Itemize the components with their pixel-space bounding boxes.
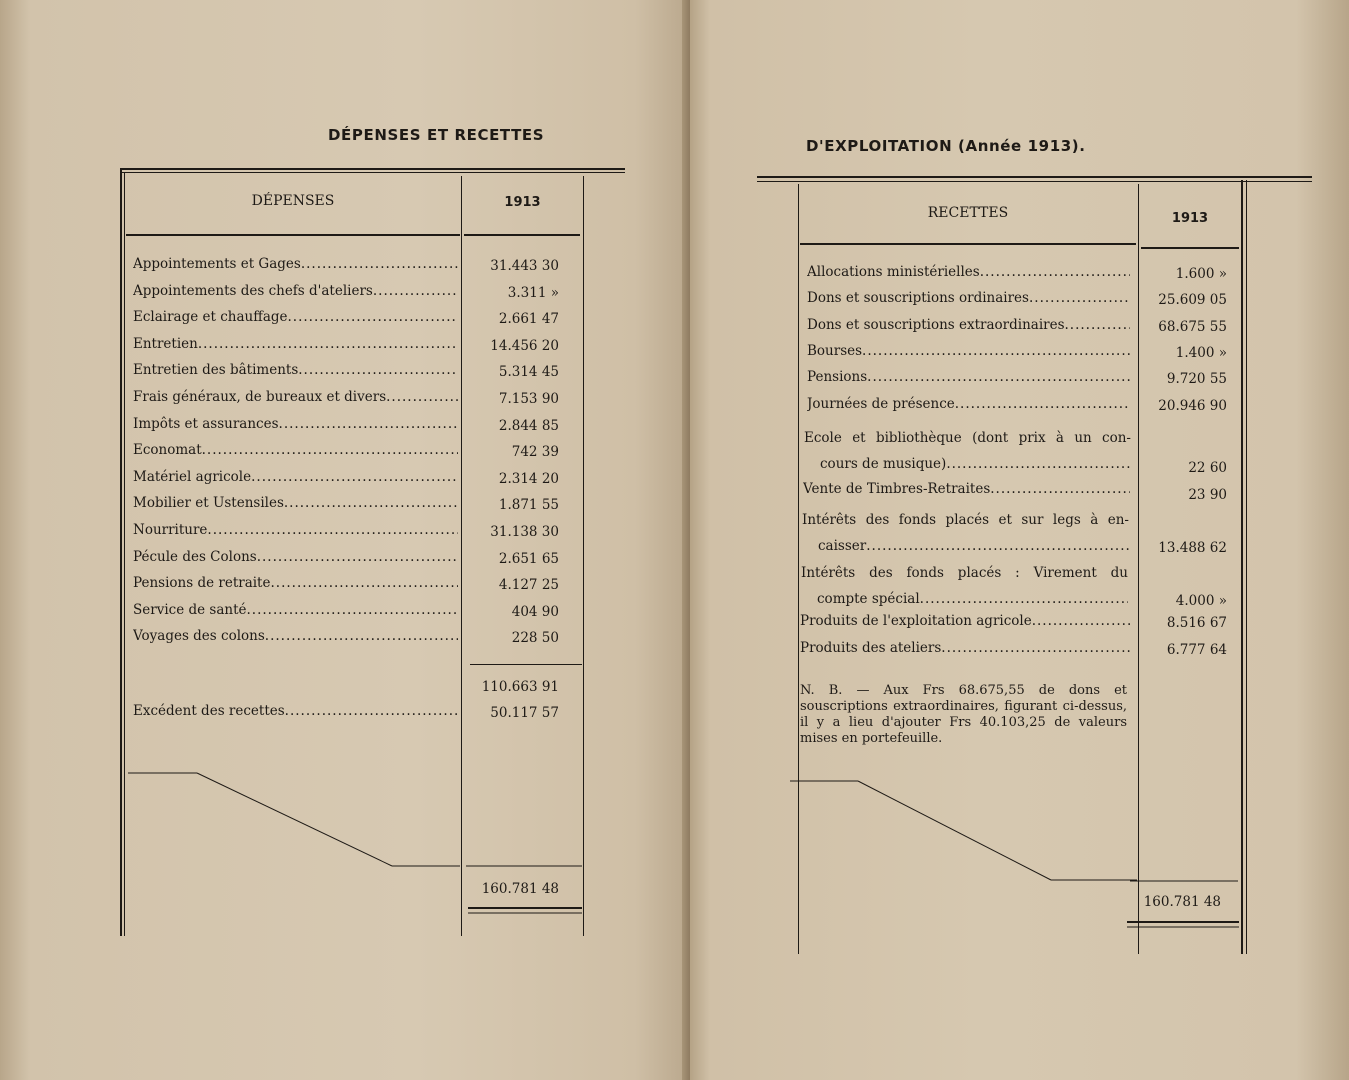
left-heading: DÉPENSES ET RECETTES	[328, 126, 545, 144]
receipt-amount: 1.400 »	[1175, 344, 1227, 361]
receipt-row	[807, 317, 1130, 337]
interets1-label	[802, 507, 1129, 559]
expense-amount: 228 50	[511, 630, 559, 647]
left-header-rule-amount	[464, 234, 580, 236]
expense-amount: 404 90	[511, 603, 559, 620]
left-right-rule	[583, 176, 584, 936]
receipt-amount: 6.777 64	[1166, 641, 1227, 658]
surplus-label: Excédent des recettes	[133, 703, 285, 719]
ecole-line2-row	[804, 451, 1131, 477]
interets1-line2: caisser	[818, 538, 867, 554]
right-top-rule	[757, 176, 1312, 178]
expense-label: Economat	[133, 442, 202, 459]
left-outer-rule	[120, 168, 122, 936]
receipt-row	[807, 369, 1130, 389]
expense-label: Mobilier et Ustensiles	[133, 495, 284, 512]
nb-note: N. B. — Aux Frs 68.675,55 de dons et souscriptions extraordinaires, figurant ci-dessus, il y a lieu d'ajouter Frs 40.103,25 de valeurs mises en portefeuille.	[800, 683, 1127, 746]
receipt-label: Allocations ministérielles	[807, 264, 980, 280]
receipt-row	[800, 613, 1130, 633]
interets2-line2: compte spécial	[817, 591, 920, 607]
receipt-row	[800, 640, 1130, 660]
receipt-amount: 20.946 90	[1158, 397, 1227, 414]
expense-row	[133, 575, 458, 595]
left-year-header: 1913	[504, 195, 541, 210]
expense-amount: 1.871 55	[498, 497, 559, 514]
right-header-rule-amount	[1141, 247, 1239, 249]
expense-row	[133, 416, 458, 436]
interets2-label	[801, 560, 1128, 612]
interets2-amount: 4.000 »	[1175, 593, 1227, 609]
receipt-label: Dons et souscriptions ordinaires	[807, 290, 1029, 307]
expenses-subtotal: 110.663 91	[481, 679, 559, 695]
expense-amount: 14.456 20	[490, 337, 559, 354]
right-left-rule	[798, 184, 799, 954]
expense-amount: 31.138 30	[490, 524, 559, 540]
receipt-label: Journées de présence	[807, 395, 955, 412]
expense-label: Appointements des chefs d'ateliers	[133, 282, 373, 299]
timbres-row	[803, 481, 1130, 501]
expense-row	[133, 309, 458, 329]
left-header-rule	[126, 234, 460, 236]
right-heading: D'EXPLOITATION (Année 1913).	[806, 137, 1086, 155]
receipt-amount: 9.720 55	[1166, 371, 1227, 388]
expense-label: Matériel agricole	[133, 468, 252, 485]
expense-label: Pensions de retraite	[133, 575, 271, 592]
expense-amount: 7.153 90	[498, 391, 559, 407]
left-top-rule	[120, 168, 625, 170]
expense-row	[133, 628, 458, 648]
right-outer-rule	[1241, 180, 1243, 954]
expense-amount: 4.127 25	[498, 577, 559, 594]
surplus-row	[133, 703, 458, 723]
expense-amount: 742 39	[511, 444, 559, 461]
right-page	[690, 0, 1349, 1080]
receipt-amount: 8.516 67	[1166, 615, 1227, 631]
receipt-row	[807, 264, 1130, 284]
expense-row	[133, 549, 458, 569]
expense-row	[133, 442, 458, 462]
interets2-line1: Intérêts des fonds placés : Virement du	[801, 565, 1128, 581]
timbres-label: Vente de Timbres-Retraites	[803, 481, 991, 497]
expense-row	[133, 256, 458, 276]
expense-amount: 2.844 85	[498, 417, 559, 434]
expense-label: Impôts et assurances	[133, 415, 279, 432]
right-outer-rule-2	[1246, 180, 1247, 954]
expense-label: Nourriture	[133, 522, 208, 538]
receipt-row	[807, 343, 1130, 363]
expense-row	[133, 469, 458, 489]
receipt-amount: 25.609 05	[1158, 292, 1227, 309]
receipt-label: Produits des ateliers	[800, 639, 942, 656]
timbres-amount: 23 90	[1188, 487, 1227, 503]
receipt-amount: 1.600 »	[1175, 266, 1227, 282]
interets1-line1: Intérêts des fonds placés et sur legs à en-	[802, 512, 1129, 528]
right-header-rule	[800, 243, 1136, 245]
expense-amount: 31.443 30	[490, 258, 559, 274]
expense-row	[133, 522, 458, 542]
expense-row	[133, 336, 458, 356]
left-top-rule-2	[120, 172, 625, 173]
expense-row	[133, 602, 458, 622]
expense-label: Appointements et Gages	[133, 256, 301, 272]
surplus-amount: 50.117 57	[490, 705, 559, 721]
expense-amount: 2.661 47	[498, 311, 559, 328]
ecole-line2: cours de musique)	[820, 456, 947, 472]
left-subtotal-rule	[470, 664, 582, 665]
right-top-rule-2	[757, 181, 1312, 182]
expense-amount: 2.651 65	[498, 550, 559, 567]
receipts-total: 160.781 48	[1143, 894, 1221, 910]
interets1-line2-row	[802, 533, 1129, 559]
receipt-row	[807, 290, 1130, 310]
expense-label: Frais généraux, de bureaux et divers	[133, 389, 387, 405]
expense-label: Entretien des bâtiments	[133, 362, 299, 379]
receipt-row	[807, 396, 1130, 416]
receipt-amount: 68.675 55	[1158, 318, 1227, 335]
ecole-label	[804, 425, 1131, 477]
receipt-label: Bourses	[807, 342, 863, 359]
interets1-amount: 13.488 62	[1158, 540, 1227, 556]
expense-label: Voyages des colons	[133, 628, 265, 645]
expense-amount: 5.314 45	[498, 364, 559, 381]
expense-row	[133, 362, 458, 382]
expense-label: Eclairage et chauffage	[133, 309, 288, 326]
ecole-line1: Ecole et bibliothèque (dont prix à un con-	[804, 430, 1131, 446]
expense-label: Entretien	[133, 335, 198, 352]
expense-row	[133, 389, 458, 409]
receipts-column-title: RECETTES	[927, 205, 1009, 221]
receipt-label: Pensions	[807, 369, 868, 386]
expense-amount: 2.314 20	[498, 470, 559, 487]
interets2-line2-row	[801, 586, 1128, 612]
expense-amount: 3.311 »	[507, 284, 559, 301]
expense-label: Service de santé	[133, 601, 247, 618]
left-outer-rule-2	[124, 172, 125, 936]
receipt-label: Dons et souscriptions extraordinaires	[807, 316, 1065, 333]
right-year-header: 1913	[1171, 211, 1209, 226]
expense-row	[133, 283, 458, 303]
expenses-column-title: DÉPENSES	[251, 193, 335, 209]
expenses-total: 160.781 48	[481, 881, 559, 897]
receipt-label: Produits de l'exploitation agricole	[800, 613, 1032, 629]
ecole-amount: 22 60	[1188, 460, 1227, 476]
expense-label: Pécule des Colons	[133, 548, 257, 565]
expense-row	[133, 495, 458, 515]
